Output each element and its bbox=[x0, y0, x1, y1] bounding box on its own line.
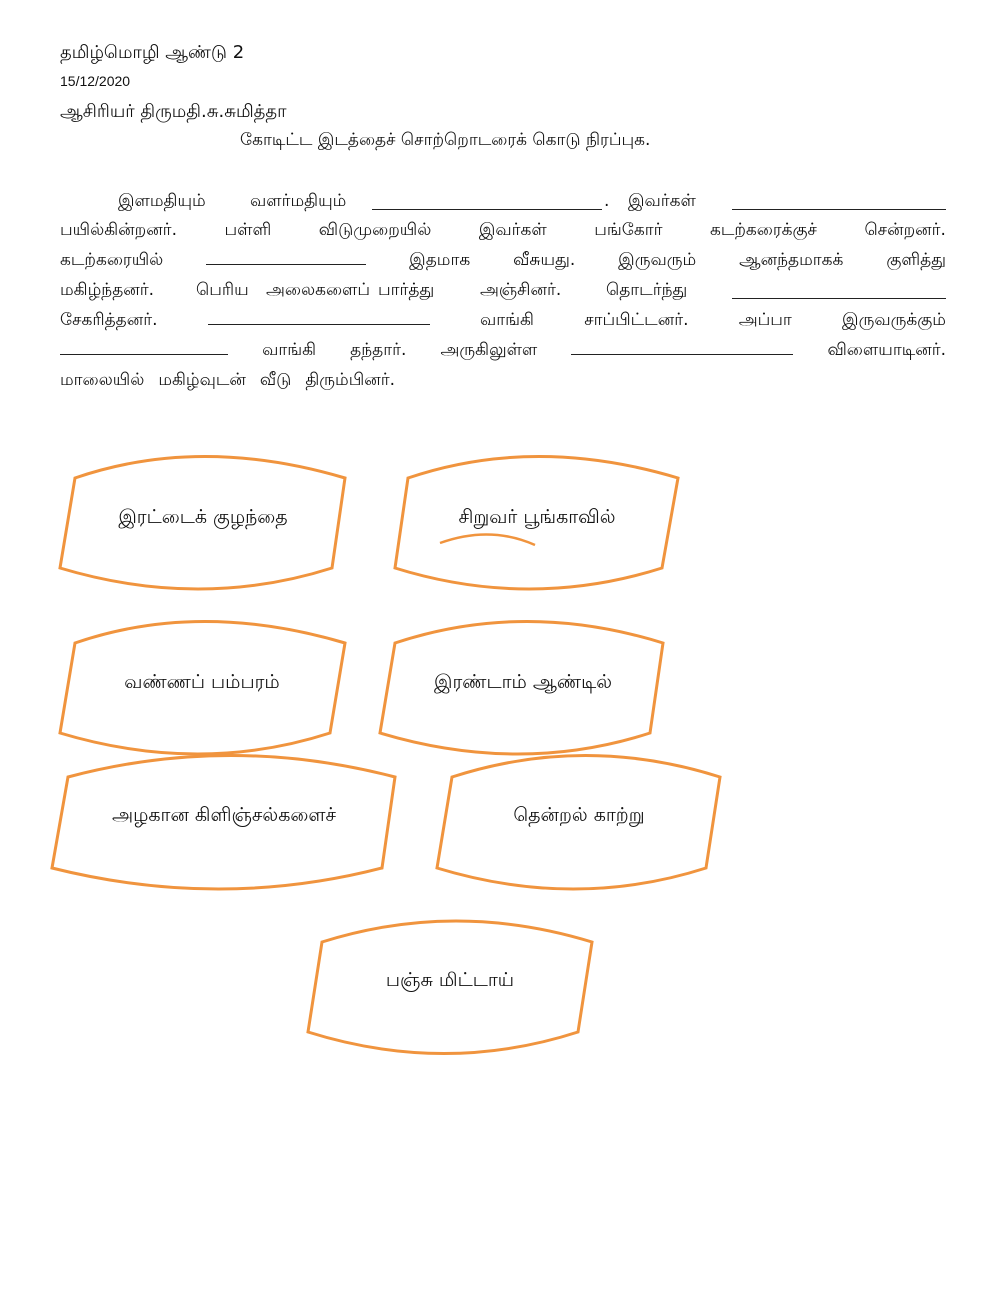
passage-word: அருகிலுள்ள bbox=[440, 340, 538, 360]
answer-card-7[interactable] bbox=[308, 921, 592, 1054]
passage-word: சென்றனர். bbox=[864, 220, 946, 240]
passage-word: அஞ்சினர். bbox=[480, 280, 562, 300]
answer-card-6[interactable] bbox=[437, 756, 720, 890]
passage-word: மாலையில் bbox=[60, 370, 145, 390]
card-label: இரண்டாம் ஆண்டில் bbox=[434, 671, 612, 693]
passage-word: வளர்மதியும் bbox=[250, 191, 347, 211]
passage-word: சேகரித்தனர். bbox=[60, 310, 158, 330]
passage-word: இவர்கள் bbox=[478, 220, 547, 240]
answer-card-5[interactable] bbox=[52, 756, 395, 890]
passage-word: கடற்கரைக்குச் bbox=[709, 220, 817, 240]
teacher-name: ஆசிரியர் திருமதி.சு.சுமித்தா bbox=[60, 101, 287, 122]
answer-card-2[interactable] bbox=[395, 457, 678, 590]
card-label: இரட்டைக் குழந்தை bbox=[118, 506, 288, 528]
passage-word: அலைகளைப் bbox=[266, 280, 371, 300]
passage-word: இவர்கள் bbox=[628, 191, 696, 211]
passage-word: குளித்து bbox=[886, 250, 946, 270]
passage-word: கடற்கரையில் bbox=[60, 250, 164, 270]
answer-card-1[interactable] bbox=[60, 457, 345, 590]
passage-word: விடுமுறையில் bbox=[318, 220, 432, 240]
passage-word: பார்த்து bbox=[378, 280, 435, 300]
passage-word: தொடர்ந்து bbox=[606, 280, 688, 300]
passage-word: வீடு bbox=[259, 370, 292, 390]
passage-word: வாங்கி bbox=[479, 310, 534, 330]
passage-word: சாப்பிட்டனர். bbox=[584, 310, 689, 330]
card-label: தென்றல் காற்று bbox=[513, 804, 645, 826]
passage-word: வீசுயது. bbox=[513, 250, 576, 270]
passage-word: பள்ளி bbox=[224, 220, 272, 240]
card-label: பஞ்சு மிட்டாய் bbox=[385, 969, 515, 991]
passage-word: பெரிய bbox=[196, 280, 249, 300]
passage-word: மகிழ்வுடன் bbox=[158, 370, 246, 390]
passage-word: ஆனந்தமாகக் bbox=[739, 250, 844, 270]
worksheet-date: 15/12/2020 bbox=[60, 73, 131, 89]
passage-word: இருவருக்கும் bbox=[842, 310, 946, 330]
card-label: வண்ணப் பம்பரம் bbox=[124, 671, 280, 693]
answer-card-4[interactable] bbox=[380, 622, 663, 755]
passage-word: அப்பா bbox=[738, 310, 792, 330]
passage-word: பயில்கின்றனர். bbox=[60, 220, 177, 240]
passage-word: இருவரும் bbox=[618, 250, 697, 270]
passage-word: இளமதியும் bbox=[118, 191, 206, 211]
card-label: அழகான கிளிஞ்சல்களைச் bbox=[111, 804, 337, 826]
passage-word: திரும்பினர். bbox=[305, 370, 395, 390]
answer-card-3[interactable] bbox=[60, 622, 345, 755]
passage-word: பங்கோர் bbox=[594, 220, 663, 240]
passage-word: தந்தார். bbox=[350, 340, 407, 360]
passage-word: இதமாக bbox=[409, 250, 471, 270]
passage-word: . bbox=[604, 191, 610, 211]
instruction-text: கோடிட்ட இடத்தைச் சொற்றொடரைக் கொடு நிரப்புக. bbox=[240, 130, 651, 150]
card-label: சிறுவர் பூங்காவில் bbox=[458, 506, 616, 528]
worksheet-title: தமிழ்மொழி ஆண்டு 2 bbox=[60, 42, 245, 63]
passage-word: வாங்கி bbox=[262, 340, 317, 360]
passage-word: மகிழ்ந்தனர். bbox=[60, 280, 155, 300]
passage-word: விளையாடினர். bbox=[827, 340, 946, 360]
